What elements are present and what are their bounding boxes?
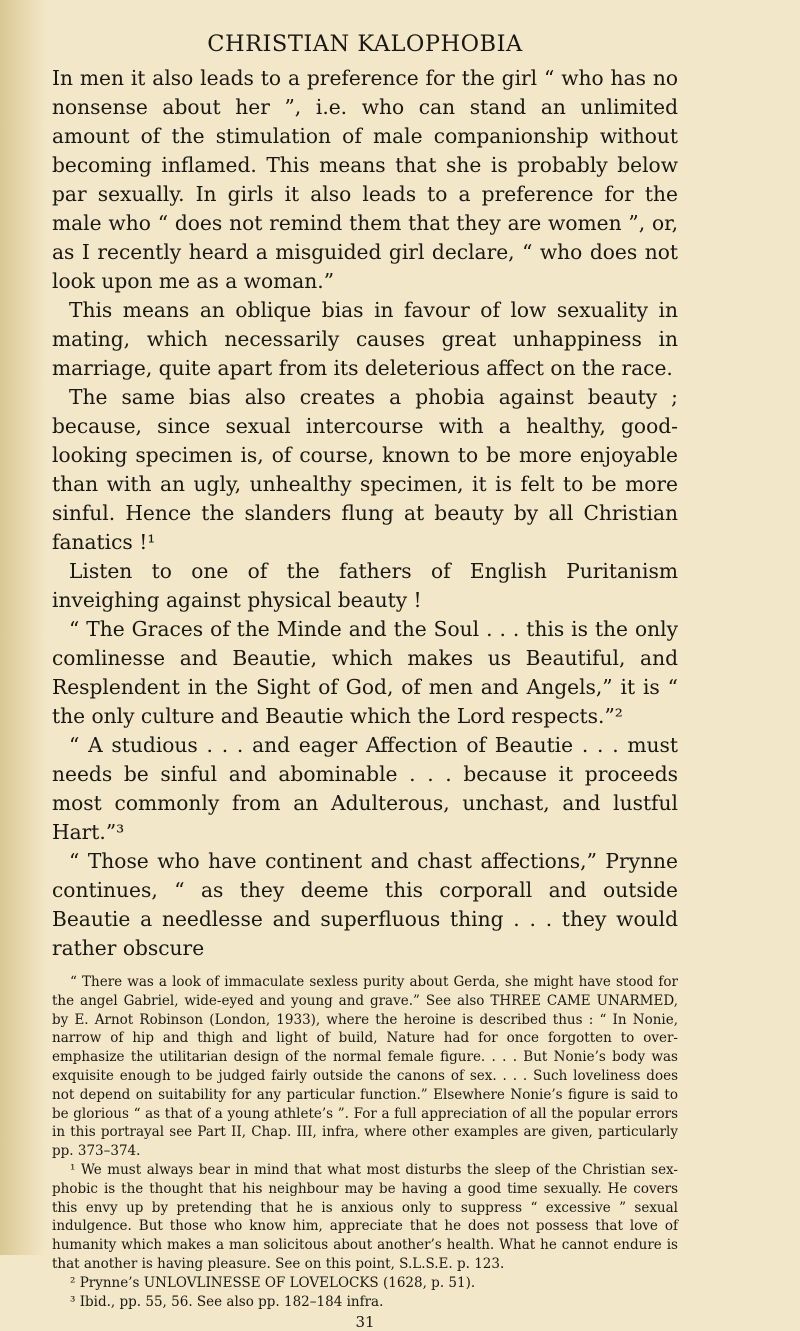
paragraph: This means an oblique bias in favour of low sexuality in mating, which necessarily causes great unhappiness in marriage, quite apart from its deleterious affect on the race. (52, 298, 678, 380)
footnote: “ There was a look of immaculate sexless purity about Gerda, she might have stood for the angel Gabriel, wide-eyed and young and grave.” See also THREE CAME UNARMED, by E. Arnot Robinson (London, 1933), where the heroine is described thus : “ In Nonie, narrow of hip and thigh and light of build, Nature had for once forgotten to over-emphasize the utilitarian design of the normal female figure. . . . But Nonie’s body was exquisite enough to be judged fairly outside the canons of sex. . . . Such loveliness does not depend on suitability for any particular function.” Elsewhere Nonie’s figure is said to be glorious “ as that of a young athlete’s ”. For a full appreciation of all the popular errors in this portrayal see Part II, Chap. III, infra, where other examples are given, particularly pp. 373–374. (52, 974, 678, 1160)
footnote: ¹ We must always bear in mind that what most disturbs the sleep of the Christian sex-phobic is the thought that his neighbour may be having a good time sexually. He covers this envy up by pretending that he is anxious only to suppress “ excessive ” sexual indulgence. But those who know him, appreciate that he does not possess that love of humanity which makes a man solicitous about another’s health. What he cannot endure is that another is having pleasure. See on this point, S.L.S.E. p. 123. (52, 1161, 678, 1272)
page-number: 31 (355, 1313, 375, 1331)
footnotes (52, 973, 678, 1311)
paragraph: In men it also leads to a preference for the girl “ who has no nonsense about her ”, i.e. who can stand an unlimited amount of the stimulation of male companionship without becoming inflamed. This means that she is probably below par sexually. In girls it also leads to a preference for the male who “ does not remind them that they are women ”, or, as I recently heard a misguided girl declare, “ who does not look upon me as a woman.” (52, 66, 678, 293)
paragraph: The same bias also creates a phobia against beauty ; because, since sexual intercourse with a healthy, good-looking specimen is, of course, known to be more enjoyable than with an ugly, unhealthy specimen, it is felt to be more sinful. Hence the slanders flung at beauty by all Christian fanatics !¹ (52, 385, 678, 554)
paragraph: “ The Graces of the Minde and the Soul . . . this is the only comlinesse and Beautie, which makes us Beautiful, and Resplendent in the Sight of God, of men and Angels,” it is “ the only culture and Beautie which the Lord respects.”² (52, 617, 678, 728)
running-head: CHRISTIAN KALOPHOBIA (207, 31, 523, 57)
page (52, 30, 678, 1331)
paragraph: “ Those who have continent and chast affections,” Prynne continues, “ as they deeme this corporall and outside Beautie a needlesse and superfluous thing . . . they would rather obscure (52, 849, 678, 960)
binding-shadow (0, 0, 46, 1255)
footnote: ³ Ibid., pp. 55, 56. See also pp. 182–184 infra. (70, 1293, 384, 1310)
paragraph: “ A studious . . . and eager Affection of Beautie . . . must needs be sinful and abominable . . . because it proceeds most commonly from an Adulterous, unchast, and lustful Hart.”³ (52, 733, 678, 844)
footnote: ² Prynne’s UNLOVLINESSE OF LOVELOCKS (1628, p. 51). (70, 1274, 476, 1291)
paragraph: Listen to one of the fathers of English Puritanism inveighing against physical beauty ! (52, 559, 678, 612)
body-text (52, 64, 678, 963)
